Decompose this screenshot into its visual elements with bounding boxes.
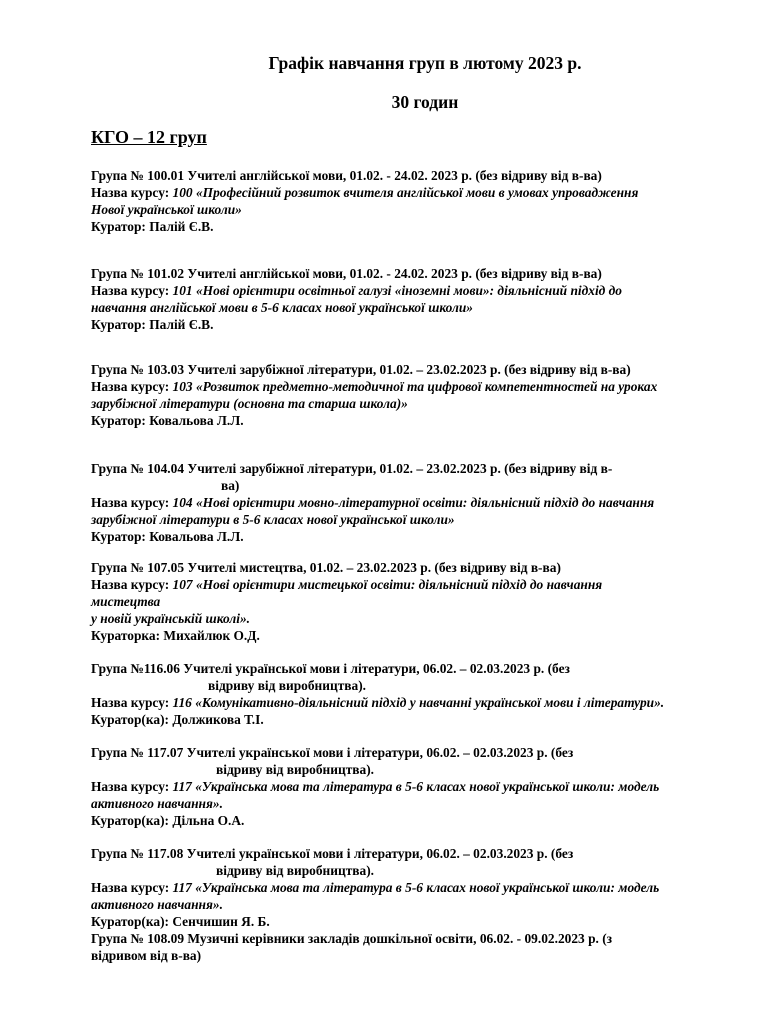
group-header: Група № 100.01 Учителі англійської мови, 01.02. - 24.02. 2023 р. (без відриву від в-ва) [91, 168, 602, 183]
group-header-cont: відриву від виробництва). [208, 678, 367, 693]
curator-line: Куратор: Ковальова Л.Л. [91, 413, 244, 428]
group-header: Група № 108.09 Музичні керівники закладів дошкільної освіти, 06.02. - 09.02.2023 р. (з [91, 931, 613, 946]
course-label: Назва курсу: [91, 495, 173, 510]
group-header: Група № 117.07 Учителі української мови і літератури, 06.02. – 02.03.2023 р. (без [91, 745, 574, 760]
course-title: 104 «Нові орієнтири мовно-літературної освіти: діяльнісний підхід до навчання [172, 495, 655, 510]
course-title-cont: Нової української школи» [91, 202, 242, 217]
course-line [91, 378, 759, 395]
course-line [91, 184, 759, 201]
course-title: 117 «Українська мова та література в 5-6 класах нової української школи: модель [172, 880, 660, 895]
group-block [91, 265, 759, 333]
curator-line: Кураторка: Михайлюк О.Д. [91, 628, 260, 643]
course-title: 103 «Розвиток предметно-методичної та цифрової компетентностей на уроках [172, 379, 658, 394]
group-block [91, 744, 759, 829]
course-title: 101 «Нові орієнтири освітньої галузі «іноземні мови»: діяльнісний підхід до [172, 283, 623, 298]
group-block [91, 845, 759, 964]
course-title-cont: активного навчання». [91, 796, 223, 811]
curator-line: Куратор: Ковальова Л.Л. [91, 529, 244, 544]
group-header: Група № 101.02 Учителі англійської мови, 01.02. - 24.02. 2023 р. (без відриву від в-ва) [91, 266, 602, 281]
course-label: Назва курсу: [91, 577, 173, 592]
hours-heading: 30 годин [391, 92, 459, 112]
course-title-cont: мистецтва [91, 594, 161, 609]
group-header-cont: відривом від в-ва) [91, 948, 202, 963]
group-header-cont: відриву від виробництва). [216, 762, 375, 777]
course-label: Назва курсу: [91, 185, 173, 200]
course-label: Назва курсу: [91, 283, 173, 298]
course-label: Назва курсу: [91, 695, 173, 710]
course-title-cont: зарубіжної літератури (основна та старша школа)» [91, 396, 408, 411]
group-header: Група № 103.03 Учителі зарубіжної літератури, 01.02. – 23.02.2023 р. (без відриву від в-ва) [91, 362, 631, 377]
course-label: Назва курсу: [91, 779, 173, 794]
course-line [91, 879, 759, 896]
group-header-cont: відриву від виробництва). [216, 863, 375, 878]
section-heading: КГО – 12 груп [91, 127, 207, 147]
course-title-cont: активного навчання». [91, 897, 223, 912]
group-block [91, 460, 759, 545]
curator-line: Куратор(ка): Должикова Т.І. [91, 712, 264, 727]
course-line [91, 694, 759, 711]
group-block [91, 361, 759, 429]
course-title-cont: зарубіжної літератури в 5-6 класах нової української школи» [91, 512, 455, 527]
group-block [91, 559, 759, 644]
course-title: 117 «Українська мова та література в 5-6 класах нової української школи: модель [172, 779, 660, 794]
curator-line: Куратор(ка): Сенчишин Я. Б. [91, 914, 270, 929]
course-line [91, 576, 759, 593]
group-header: Група №116.06 Учителі української мови і літератури, 06.02. – 02.03.2023 р. (без [91, 661, 570, 676]
group-header-cont: ва) [221, 478, 240, 493]
course-line [91, 494, 759, 511]
course-label: Назва курсу: [91, 379, 173, 394]
document-title: Графік навчання груп в лютому 2023 р. [268, 53, 582, 73]
group-header: Група № 117.08 Учителі української мови і літератури, 06.02. – 02.03.2023 р. (без [91, 846, 574, 861]
course-label: Назва курсу: [91, 880, 173, 895]
group-header: Група № 107.05 Учителі мистецтва, 01.02. – 23.02.2023 р. (без відриву від в-ва) [91, 560, 561, 575]
course-title-cont: у новій українській школі». [91, 611, 250, 626]
group-header: Група № 104.04 Учителі зарубіжної літератури, 01.02. – 23.02.2023 р. (без відриву від в- [91, 461, 613, 476]
course-line [91, 282, 759, 299]
group-block [91, 167, 759, 235]
course-line [91, 778, 759, 795]
course-title: 100 «Професійний розвиток вчителя англійської мови в умовах упровадження [172, 185, 639, 200]
curator-line: Куратор: Палій Є.В. [91, 219, 214, 234]
course-title-cont: навчання англійської мови в 5-6 класах нової української школи» [91, 300, 474, 315]
course-title: 107 «Нові орієнтири мистецької освіти: діяльнісний підхід до навчання [172, 577, 603, 592]
curator-line: Куратор: Палій Є.В. [91, 317, 214, 332]
course-title: 116 «Комунікативно-діяльнісний підхід у навчанні української мови і літератури». [172, 695, 665, 710]
group-block [91, 660, 759, 728]
curator-line: Куратор(ка): Дільна О.А. [91, 813, 245, 828]
